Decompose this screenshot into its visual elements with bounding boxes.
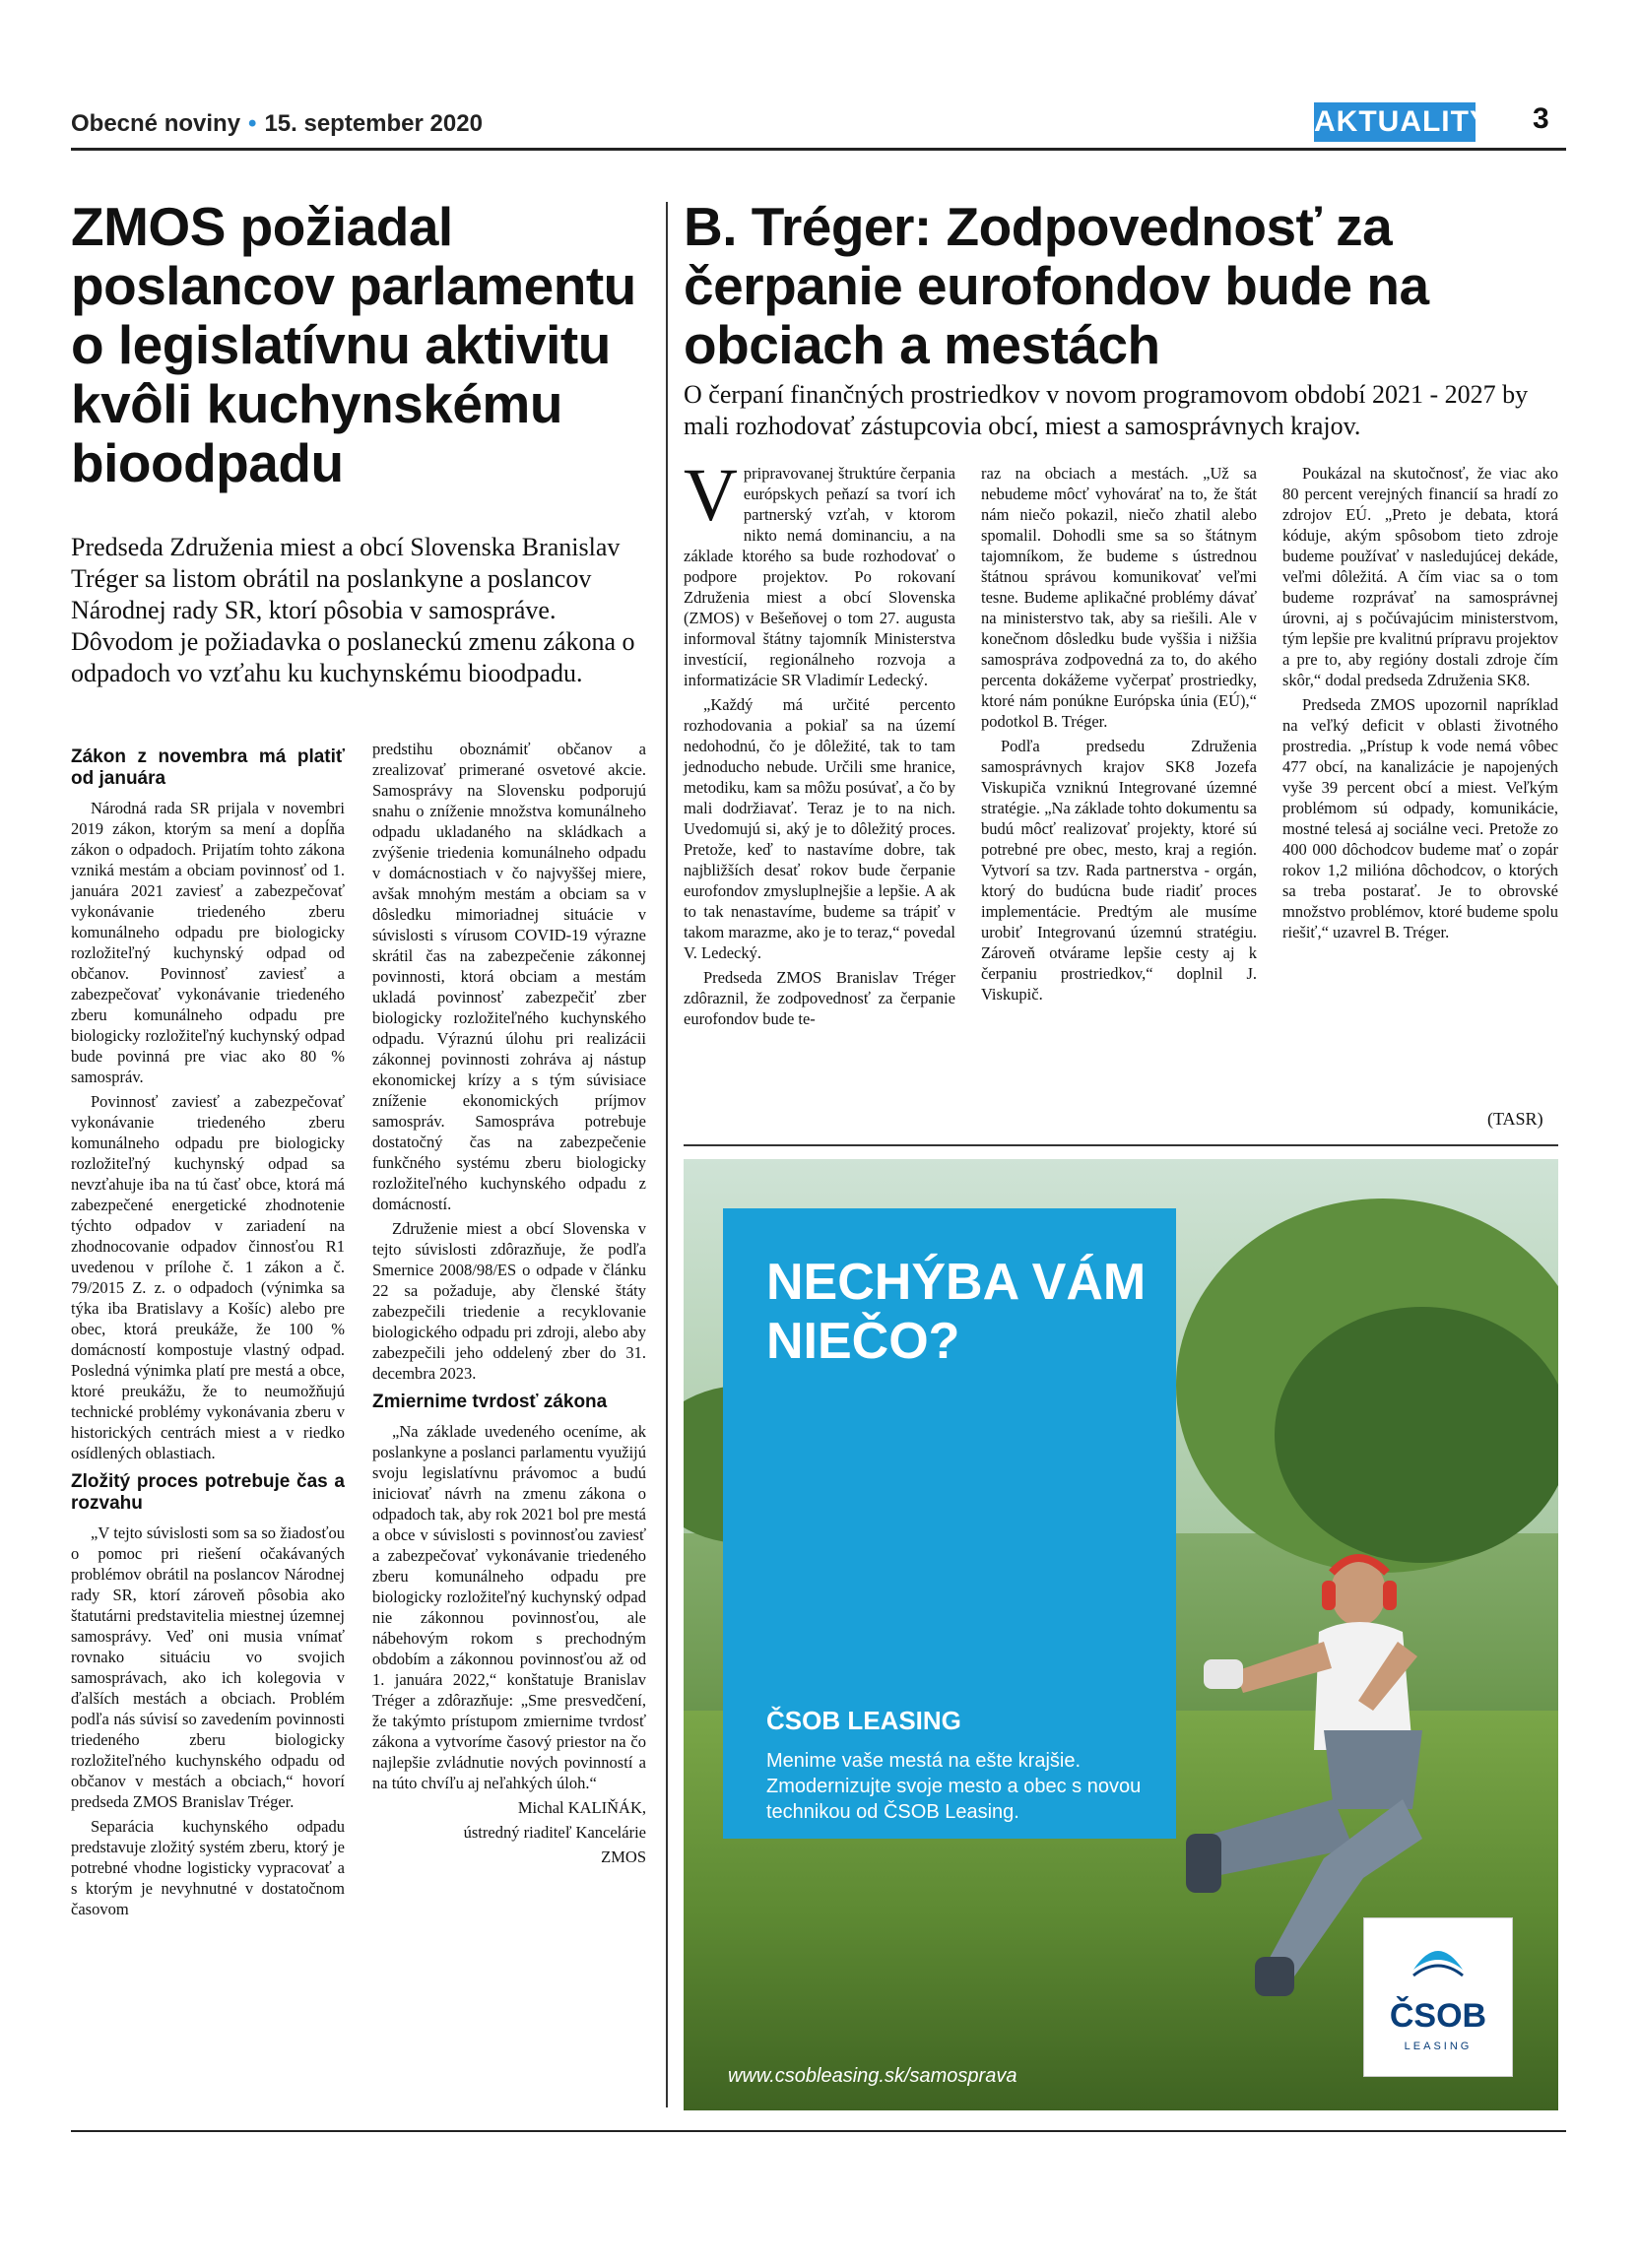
article1-lead: Predseda Združenia miest a obcí Slovenska Branislav Tréger sa listom obrátil na poslankyne a poslancov Národnej rady SR, ktorí pôsobia v samospráve. Dôvodom je požiadavka o poslaneckú zmenu zákona o odpadoch vo vzťahu ku kuchynskému bioodpadu. [71, 533, 635, 687]
subheading: Zákon z novembra má platiť od januára [71, 746, 345, 789]
article1-column-2 [372, 739, 646, 1871]
paragraph: Povinnosť zaviesť a zabezpečovať vykonávanie triedeného zberu komunálneho odpadu pre biologicky rozložiteľný kuchynský odpad sa nevzťahuje iba na tú časť obce, ktorá má zabezpečené energetické zhodnotenie týchto odpadov v zariadení na zhodnocovanie odpadov činnosťou R1 uvedenou v prílohe č. 1 zákon a č. 79/2015 Z. z. o odpadoch (výnimka sa týka iba Bratislavy a Košíc) alebo pre obec, ktorá preukáže, že 100 % domácností kompostuje vlastný odpad. Posledná výnimka platí pre mestá a obce, ktoré preukážu, že to neumožňujú technické problémy vykonávania zberu v historických centrách miest a v riedko osídlených oblastiach. [71, 1092, 345, 1462]
footer-rule [71, 2130, 1566, 2132]
article2-lead: O čerpaní finančných prostriedkov v novom programovom období 2021 - 2027 by mali rozhodovať zástupcovia obcí, miest a samosprávnych krajov. [684, 380, 1529, 440]
paper-name: Obecné noviny [71, 110, 241, 137]
ad-headline: NECHÝBA VÁM NIEČO? [766, 1254, 1147, 1370]
paragraph: Predseda ZMOS upozornil napríklad na veľký deficit v oblasti životného prostredia. „Prístup k vode nemá vôbec 477 obcí, na kanalizácie je napojených vyše 39 percent obcí a miest. Veľkým problémom sú odpady, komunikácie, mostné telesá aj sociálne veci. Pretože zo 400 000 dôchodcov budeme mať o zopár rokov 1,2 milióna dôchodcov, o ktorých sa treba postarať. Je to obrovské množstvo problémov, ktoré budeme spolu riešiť,“ uzavrel B. Tréger. [1282, 695, 1558, 941]
signature-name: Michal KALIŇÁK, [517, 1798, 646, 1817]
header-rule [71, 148, 1566, 151]
drop-cap: V [684, 454, 738, 537]
page-number: 3 [1533, 102, 1549, 135]
logo-sub: LEASING [1404, 2041, 1473, 2052]
separator: • [248, 110, 257, 137]
paragraph-text: pripravovanej štruktúre čerpania európskych peňazí sa tvorí ich partnerský vzťah, v ktorom nikto nemá dominanciu, a na základe ktorého sa bude rozhodovať o podpore projektov. Po rokovaní Združenia miest a obcí Slovenska (ZMOS) v Bešeňovej o tom 27. augusta informoval štátny tajomník Ministerstva investícií, regionálneho rozvoja a informatizácie SR Vladimír Ledecký. [684, 464, 955, 689]
subheading: Zložitý proces potrebuje čas a rozvahu [71, 1471, 345, 1514]
subheading: Zmiernime tvrdosť zákona [372, 1392, 608, 1412]
column-divider [666, 202, 668, 2107]
csob-logo [1363, 1917, 1513, 2077]
section-tag: AKTUALITY [1314, 102, 1476, 142]
article2-column-1 [684, 454, 955, 1033]
tree-shape [1275, 1307, 1558, 1563]
article1-headline: ZMOS požiadal poslancov parlamentu o legislatívnu aktivitu kvôli kuchynskému bioodpadu [71, 196, 636, 493]
paragraph: Poukázal na skutočnosť, že viac ako 80 percent verejných financií sa hradí zo zdrojov EÚ. „Preto je debata, ktorá kóduje, akým spôsobom tieto zdroje budeme používať v nasledujúcej dekáde, veľmi dôležitá. A čím viac sa o tom budeme rozprávať na samosprávnej úrovni, aj s počúvajúcim ministerstvom, tým lepšie pre kvalitnú prípravu projektov a pre to, aby regióny dostali zdroje čím skôr,“ dodal predseda Združenia SK8. [1282, 464, 1558, 689]
ad-brand: ČSOB LEASING [766, 1706, 961, 1735]
article2-headline: B. Tréger: Zodpovednosť za čerpanie eurofondov bude na obciach a mestách [684, 196, 1429, 375]
signature-title: ústredný riaditeľ Kancelárie [463, 1823, 646, 1842]
paragraph: „Každý má určité percento rozhodovania a pokiaľ sa na území nedohodnú, čo je dôležité, tak to tam jednoducho nebude. Určili sme hranice, metodiku, kam sa môžu posúvať, a čo by mali dodržiavať. Teraz je to na nich. Uvedomujú si, aký je to dôležitý proces. Pretože, keď to nastavíme dobre, tak najbližších desať rokov bude čerpanie eurofondov zmysluplnejšie a lepšie. A ak to tak nenastavíme, budeme sa trápiť v takom marazme, ako je to teraz,“ povedal V. Ledecký. [684, 695, 955, 962]
paragraph: Predseda ZMOS Branislav Tréger zdôraznil, že zodpovednosť za čerpanie eurofondov bude te- [684, 968, 955, 1028]
paragraph: Separácia kuchynského odpadu predstavuje zložitý systém zberu, ktorý je potrebné vhodne logisticky vypracovať a s ktorým je nevyhnutné v dostatočnom časovom [71, 1817, 345, 1918]
paragraph: „V tejto súvislosti som sa so žiadosťou o pomoc pri riešení očakávaných problémov obrátil na poslancov Národnej rady SR, ktorí zároveň pôsobia ako štatutárni predstavitelia miestnej územnej samosprávy. Veď oni musia vnímať rovnako situáciu vo svojich samosprávach, ako ich kolegovia v ďalších mestách a obciach. Problém podľa nás súvisí so zavedením povinnosti triedeného zberu biologicky rozložiteľného kuchynského odpadu od občanov v mestách a obciach,“ hovorí predseda ZMOS Branislav Tréger. [71, 1523, 345, 1811]
logo-word: ČSOB [1389, 1997, 1487, 2035]
paragraph: Národná rada SR prijala v novembri 2019 zákon, ktorým sa mení a dopĺňa zákon o odpadoch. Prijatím tohto zákona vzniká mestám a obciam povinnosť od 1. januára 2021 zaviesť a zabezpečovať vykonávanie triedeného zberu komunálneho odpadu pre biologicky rozložiteľný kuchynský odpad od občanov. Povinnosť zaviesť a zabezpečovať vykonávanie triedeného zberu komunálneho odpadu pre biologicky rozložiteľný kuchynský odpad bude povinná pre viac ako 80 % samospráv. [71, 799, 345, 1086]
csob-wave-icon [1411, 1940, 1465, 1979]
csob-leasing-ad[interactable] [684, 1159, 1558, 2110]
ad-rule [684, 1144, 1558, 1146]
paragraph [684, 454, 955, 690]
paragraph: predstihu oboznámiť občanov a zrealizovať primerané osvetové akcie. Samosprávy na Slovensku podporujú snahu o zníženie množstva komunálneho odpadu ukladaného na skládkach a zvýšenie triedenia komunálneho odpadu v domácnostiach v čo najvyššej miere, avšak mnohým mestám a obciam sa v dôsledku mimoriadnej situácie v súvislosti s vírusom COVID-19 výrazne skrátil čas na zabezpečenie zákonnej povinnosti, ktorá obciam a mestám ukladá povinnosť zabezpečiť zber biologicky rozložiteľného kuchynského odpadu. Výraznú úlohu pri realizácii zákonnej povinnosti zohráva aj nástup ekonomickej krízy a s tým súvisiace zníženie ekonomických príjmov samospráv. Samospráva potrebuje dostatočný čas na zabezpečenie funkčného systému zberu biologicky rozložiteľného kuchynského odpadu z domácností. [372, 740, 646, 1213]
paragraph: Podľa predsedu Združenia samosprávnych krajov SK8 Jozefa Viskupiča vzniknú Integrované územné stratégie. „Na základe tohto dokumentu sa budú môcť realizovať projekty, ktoré sú potrebné pre obec, mesto, kraj a región. Vytvorí sa tzv. Rada partnerstva - orgán, ktorý do budúcna bude riadiť proces implementácie. Predtým ale musíme urobiť Integrovanú územnú stratégiu. Zároveň otvárame lepšie cesty aj k čerpaniu prostriedkov,“ doplnil J. Viskupič. [981, 737, 1257, 1004]
paragraph: raz na obciach a mestách. „Už sa nebudeme môcť vyhovárať na to, že štát nám niečo pokazil, niečo zhatil alebo spomalil. Dohodli sme sa so štátnym tajomníkom, že budeme s ústrednou štátnou správou komunikovať veľmi tesne. Budeme aplikačné problémy dávať na ministerstvo tak, aby sa riešili. Ale v konečnom dôsledku bude vyššia i nižšia samospráva zodpovedná za to, do akého percenta dokážeme vyčerpať prostriedky, ktoré nám ponúkne Európska únia (EÚ),“ podotkol B. Tréger. [981, 464, 1257, 731]
article2-column-2 [981, 463, 1257, 1008]
article2-column-3 [1282, 463, 1558, 946]
paragraph: „Na základe uvedeného oceníme, ak poslankyne a poslanci parlamentu využijú svoju legislatívnu právomoc a budú iniciovať návrh na zmenu zákona o odpadoch tak, aby rok 2021 bol pre mestá a obce v súvislosti s povinnosťou zaviesť a zabezpečovať vykonávanie triedeného zberu komunálneho odpadu pre biologicky rozložiteľný kuchynský odpad nie zákonnou povinnosťou, ale nábehovým rokom s prechodným obdobím a zákonnou povinnosťou až od 1. januára 2022,“ konštatuje Branislav Tréger a zdôrazňuje: „Sme presvedčení, že takýmto prístupom zmiernime tvrdosť zákona a vytvoríme časový priestor na čo najlepšie zvládnutie nových povinností a na túto chvíľu aj neľahkých úloh.“ [372, 1422, 646, 1792]
ad-url[interactable]: www.csobleasing.sk/samosprava [728, 2065, 1017, 2087]
source-credit: (TASR) [1487, 1109, 1543, 1129]
paragraph: Združenie miest a obcí Slovenska v tejto súvislosti zdôrazňuje, že podľa Smernice 2008/98/ES o odpade v článku 22 sa požaduje, aby členské štáty zabezpečili triedenie a recyklovanie biologického odpadu pri zdroji, alebo aby zabezpečili jeho oddelený zber do 31. decembra 2023. [372, 1219, 646, 1383]
issue-date: 15. september 2020 [264, 110, 483, 137]
signature-org: ZMOS [601, 1847, 646, 1866]
article1-column-1 [71, 739, 345, 1923]
masthead [71, 110, 483, 138]
ad-tagline: Menime vaše mestá na ešte krajšie. Zmodernizujte svoje mesto a obec s novou technikou od ČSOB Leasing. [766, 1750, 1142, 1823]
